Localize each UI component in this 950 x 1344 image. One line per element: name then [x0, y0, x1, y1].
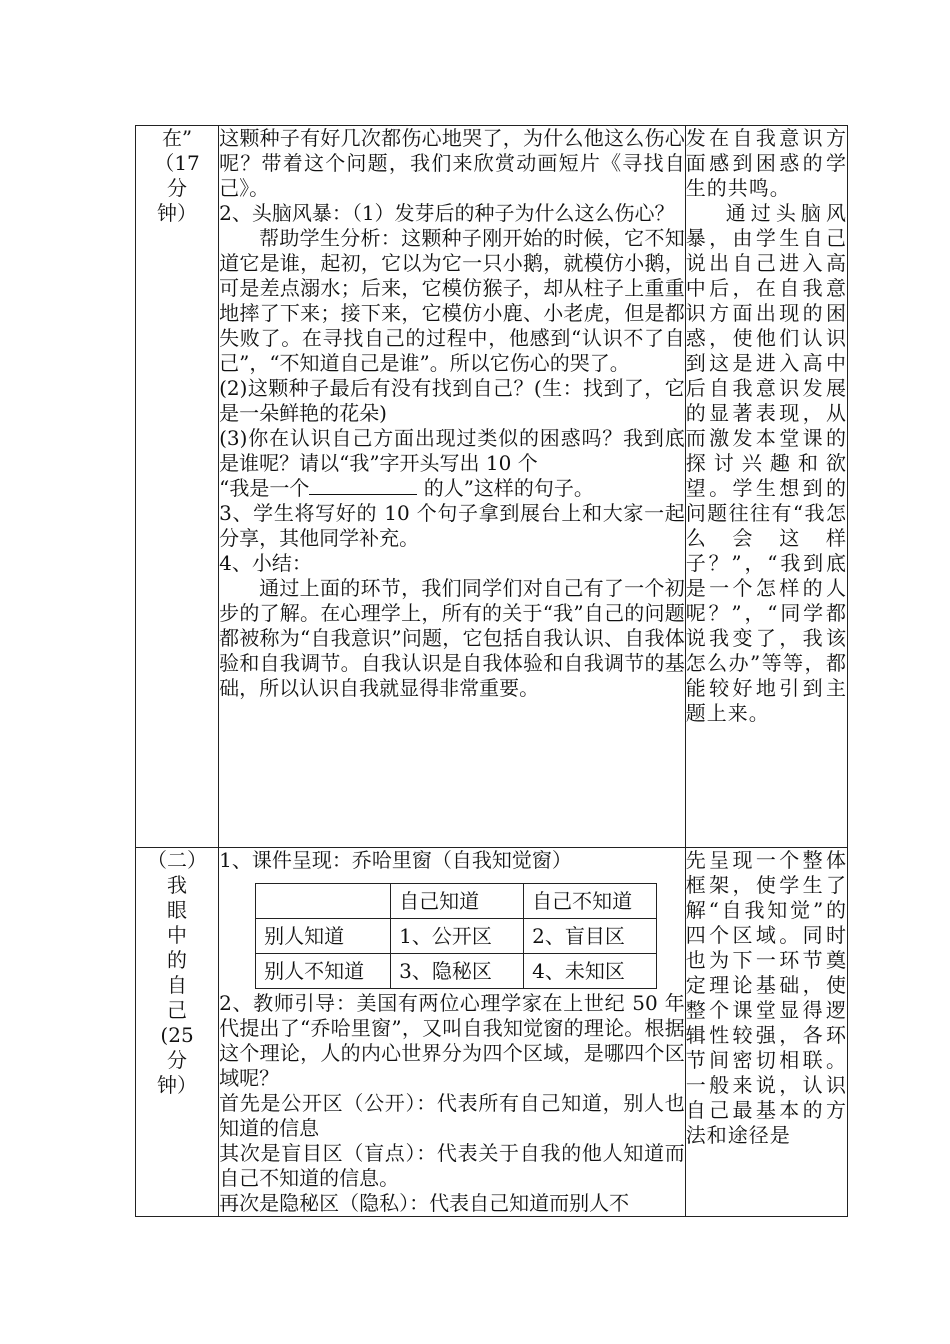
paragraph: 发在自我意识方面感到困惑的学生的共鸣。 [685, 126, 847, 200]
table-cell [256, 884, 391, 919]
paragraph: 2、头脑风暴：（1）发芽后的种子为什么这么伤心？ [219, 201, 675, 225]
table-row [136, 848, 848, 1217]
paragraph: 再次是隐秘区（隐私）：代表自己知道而别人不 [219, 1191, 630, 1215]
stage-line: 己 [167, 998, 188, 1022]
paragraph: 其次是盲目区（盲点）：代表关于自我的他人知道而自己不知道的信息。 [219, 1141, 685, 1190]
paragraph: 2、教师引导：美国有两位心理学家在上世纪 50 年代提出了“乔哈里窗”，又叫自我知觉窗的理论。根据这个理论，人的内心世界分为四个区域，是哪四个区域呢？ [219, 991, 685, 1090]
table-cell: 2、盲目区 [524, 919, 657, 954]
paragraph: (3)你在认识自己方面出现过类似的困惑吗？我到底是谁呢？请以“我”字开头写出 10 个 [219, 426, 685, 475]
sentence-suffix: 的人”这样的句子。 [417, 476, 594, 500]
fill-in-blank [309, 476, 417, 495]
activity-cell [219, 848, 686, 1217]
table-row [256, 954, 657, 989]
activity-cell [219, 126, 686, 848]
stage-line: （17 [154, 151, 200, 175]
paragraph: 1、课件呈现：乔哈里窗（自我知觉窗） [219, 848, 572, 872]
paragraph: (2)这颗种子最后有没有找到自己？(生：找到了，它是一朵鲜艳的花朵) [219, 376, 685, 425]
paragraph [219, 476, 685, 501]
stage-line: 钟） [157, 201, 198, 225]
stage-cell [136, 848, 219, 1217]
stage-line: 分 [167, 1048, 188, 1072]
stage-line: 我 [167, 873, 188, 897]
stage-line: 自 [167, 973, 188, 997]
table-cell: 4、未知区 [524, 954, 657, 989]
lesson-plan-table [135, 125, 848, 1217]
paragraph: 这颗种子有好几次都伤心地哭了，为什么他这么伤心呢？带着这个问题，我们来欣赏动画短片《寻找自己》。 [219, 126, 685, 200]
stage-line: （二） [147, 848, 208, 872]
table-cell: 别人知道 [256, 919, 391, 954]
stage-line: (25 [160, 1023, 194, 1047]
paragraph: 帮助学生分析：这颗种子刚开始的时候，它不知道它是谁，起初，它以为它一只小鹅，就模仿小鹅，可是差点溺水；后来，它模仿猴子，却从柱子上重重地摔了下来；接下来，它模仿小鹿、小老虎，但是都失败了。在寻找自己的过程中，他感到“认识不了自己”，“不知道自己是谁”。所以它伤心的哭了。 [219, 226, 685, 375]
stage-line: 中 [167, 923, 188, 947]
paragraph: 4、小结： [219, 551, 312, 575]
paragraph: 首先是公开区（公开）：代表所有自己知道，别人也知道的信息 [219, 1091, 685, 1140]
table-header: 自己不知道 [524, 884, 657, 919]
stage-line: 眼 [167, 898, 188, 922]
table-header: 自己知道 [391, 884, 524, 919]
design-intent-cell [685, 848, 847, 1217]
stage-line: 的 [167, 948, 188, 972]
stage-cell [136, 126, 219, 848]
design-intent-cell [685, 126, 847, 848]
stage-line: 钟） [157, 1073, 198, 1097]
table-cell: 别人不知道 [256, 954, 391, 989]
stage-line: 在” [161, 126, 193, 150]
paragraph: 通过上面的环节，我们同学们对自己有了一个初步的了解。在心理学上，所有的关于“我”自己的问题都被称为“自我意识”问题，它包括自我认识、自我体验和自我调节。自我认识是自我体验和自我调节的基础，所以认识自我就显得非常重要。 [219, 576, 685, 700]
table-row [256, 884, 657, 919]
table-row [136, 126, 848, 848]
table-cell: 1、公开区 [391, 919, 524, 954]
paragraph: 通过头脑风暴，由学生自己说出自己进入高中后，在自我意识方面出现的困惑，使他们认识到这是进入高中后自我意识发展的显著表现，从而激发本堂课的探讨兴趣和欲望。学生想到的问题往往有“我怎么会这样子？”，“我到底是一个怎样的人呢？”，“同学都说我变了，我该怎么办”等等，都能较好地引到主题上来。 [685, 201, 847, 725]
stage-line: 分 [167, 176, 188, 200]
table-row [256, 919, 657, 954]
sentence-prefix: “我是一个 [219, 476, 310, 500]
johari-window-table [255, 883, 657, 989]
table-cell: 3、隐秘区 [391, 954, 524, 989]
paragraph: 先呈现一个整体框架，使学生了解“自我知觉”的四个区域。同时也为下一环节奠定理论基础，使整个课堂显得逻辑性较强，各环节间密切相联。一般来说，认识自己最基本的方法和途径是 [685, 848, 847, 1147]
paragraph: 3、学生将写好的 10 个句子拿到展台上和大家一起分享，其他同学补充。 [219, 501, 685, 550]
